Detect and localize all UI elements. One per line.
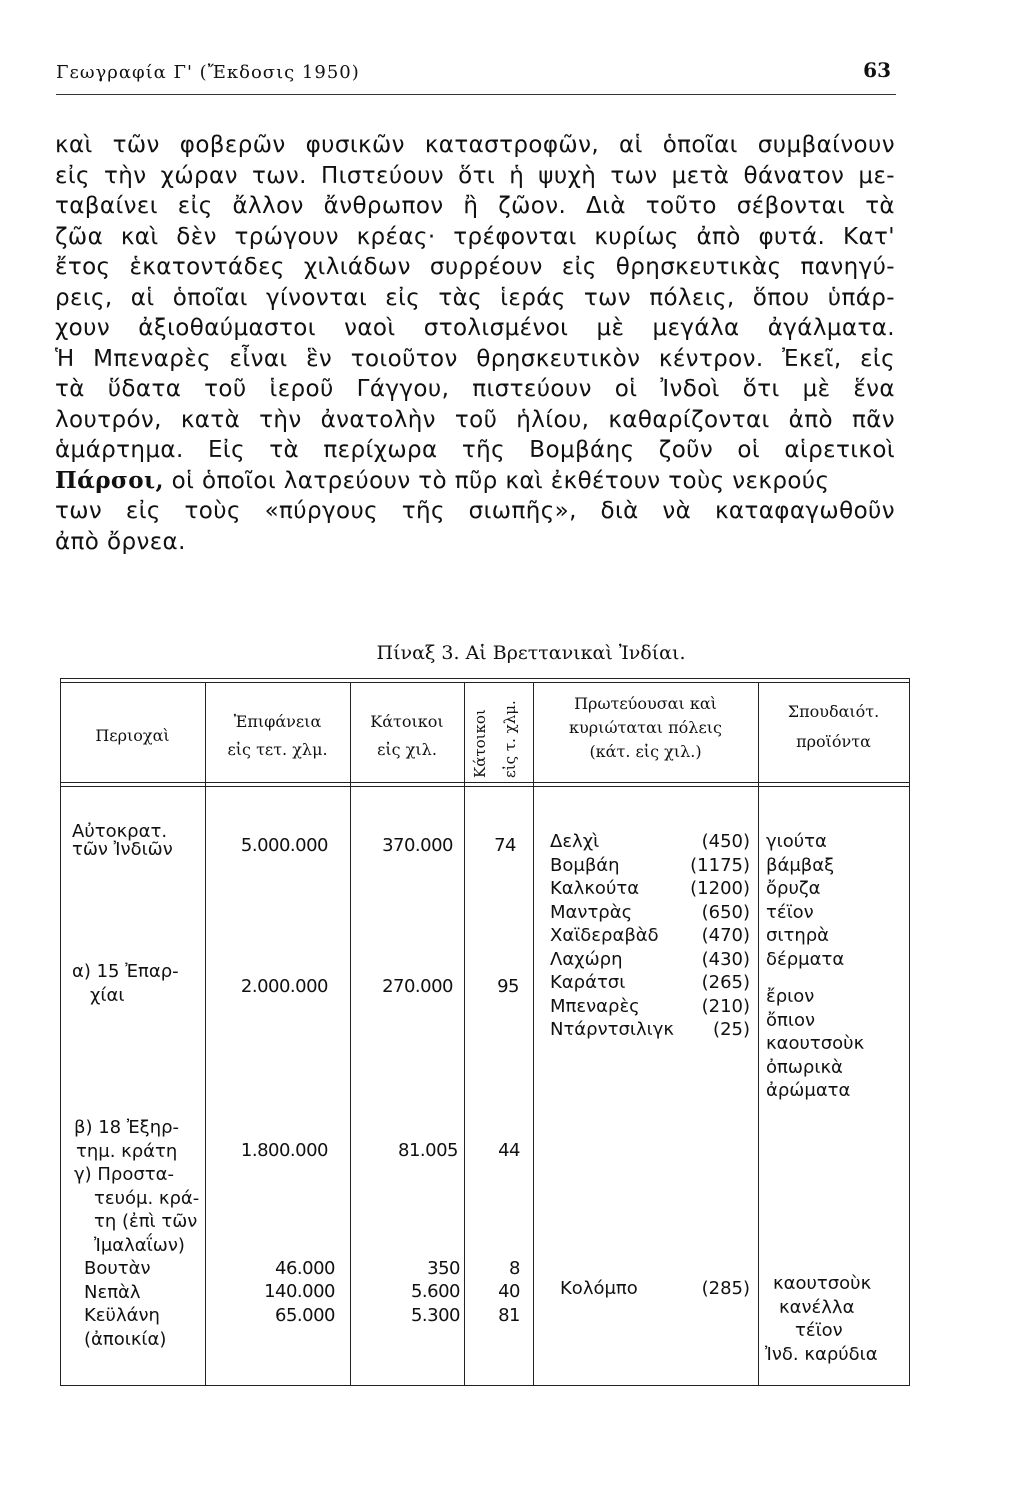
city-population: (430)	[701, 948, 750, 970]
population-value: 350	[427, 1258, 460, 1279]
text-line: καὶ τῶν φοβερῶν φυσικῶν καταστροφῶν, αἱ ὁποῖαι συμβαίνουν	[55, 132, 895, 158]
region-dependent-states	[74, 1116, 199, 1351]
text-line: εἰς τὴν χώραν των. Πιστεύουν ὅτι ἡ ψυχὴ των μετὰ θάνατον με-	[55, 162, 895, 189]
city-population: (210)	[701, 995, 750, 1017]
region-bhutan: Βουτὰν	[84, 1258, 151, 1279]
area-value: 2.000.000	[240, 976, 328, 997]
product-item: σιτηρὰ	[766, 925, 830, 946]
region-ceylon-note: (ἀποικία)	[84, 1328, 167, 1350]
products-india	[766, 830, 864, 1103]
text-line: ταβαίνει εἰς ἄλλον ἄνθρωπον ἢ ζῶον. Διὰ τοῦτο σέβονται τὰ	[55, 193, 895, 219]
city-name: Καράτσι	[550, 972, 626, 993]
page-number: 63	[863, 58, 891, 82]
header-cities-line1: Πρωτεύουσαι καὶ	[574, 694, 717, 713]
cities-list	[550, 830, 750, 1042]
region-provinces	[72, 960, 179, 1007]
text-line: ρεις, αἱ ὁποῖαι γίνονται εἰς τὰς ἱεράς των πόλεις, ὅπου ὑπάρ-	[55, 284, 895, 311]
table-top-rule-inner	[60, 682, 910, 683]
header-pop-line2: εἰς χιλ.	[377, 740, 437, 759]
city-row	[550, 901, 750, 925]
city-population: (450)	[701, 831, 750, 852]
product-item: δέρματα	[766, 948, 845, 970]
city-row	[550, 948, 750, 972]
region-line: τευόμ. κρά-	[94, 1187, 200, 1209]
density-value: 44	[498, 1140, 520, 1161]
density-value: 74	[494, 835, 516, 856]
header-products-line1: Σπουδαιότ.	[787, 702, 880, 721]
city-population: (285)	[701, 1278, 750, 1299]
area-value: 1.800.000	[240, 1140, 328, 1161]
city-row	[550, 995, 750, 1019]
region-line: χίαι	[90, 984, 125, 1006]
running-title: Γεωγραφία Γ' (Ἔκδοσις 1950)	[56, 62, 360, 83]
area-value: 5.000.000	[240, 835, 328, 856]
population-value: 270.000	[382, 976, 453, 997]
text-line: χουν ἀξιοθαύμαστοι ναοὶ στολισμένοι μὲ μεγάλα ἀγάλματα.	[55, 315, 895, 341]
city-row	[550, 854, 750, 878]
city-name: Χαϊδεραβὰδ	[550, 925, 659, 946]
product-item: ὀπωρικὰ	[766, 1056, 843, 1078]
text-line: ἔτος ἑκατοντάδες χιλιάδων συρρέουν εἰς θρησκευτικὰς πανηγύ-	[55, 254, 895, 280]
density-value: 95	[497, 976, 519, 997]
region-line: α) 15 Ἐπαρ-	[72, 961, 179, 982]
city-population: (650)	[701, 901, 750, 923]
text-line	[55, 466, 895, 497]
product-item: ὄρυζα	[766, 878, 821, 899]
region-line: τη (ἐπὶ τῶν	[94, 1211, 198, 1232]
region-line: β) 18 Ἐξηρ-	[74, 1117, 180, 1138]
city-row	[550, 877, 750, 901]
text-line: τὰ ὕδατα τοῦ ἱεροῦ Γάγγου, πιστεύουν οἱ Ἰνδοὶ ὅτι μὲ ἕνα	[55, 376, 895, 402]
text-line: λουτρόν, κατὰ τὴν ἀνατολὴν τοῦ ἡλίου, καθαρίζονται ἀπὸ πᾶν	[55, 406, 895, 433]
product-item: ὄπιον	[766, 1009, 816, 1031]
col-rule	[758, 682, 759, 1386]
header-rule	[56, 94, 896, 95]
region-line: Ἰμαλαΐων)	[94, 1234, 185, 1256]
city-name: Μπεναρὲς	[550, 995, 640, 1017]
table-caption: Πίναξ 3. Αἱ Βρεττανικαὶ Ἰνδίαι.	[376, 642, 686, 664]
city-name: Καλκούτα	[550, 878, 640, 899]
product-item: τέϊον	[766, 901, 814, 923]
city-row	[560, 1277, 750, 1301]
header-area-line2: εἰς τετ. χλμ.	[227, 740, 328, 759]
text-line: των εἰς τοὺς «πύργους τῆς σιωπῆς», διὰ νὰ καταφαγωθοῦν	[55, 498, 895, 524]
density-value: 81	[498, 1305, 520, 1326]
product-item: ἀρώματα	[766, 1080, 851, 1101]
city-population: (1200)	[690, 878, 750, 899]
product-item: τέϊον	[795, 1320, 843, 1341]
col-rule	[533, 682, 534, 1386]
area-value: 65.000	[275, 1305, 335, 1326]
data-table	[60, 678, 910, 1386]
city-population: (470)	[701, 925, 750, 946]
population-value: 81.005	[398, 1140, 458, 1161]
city-row	[550, 830, 750, 854]
region-nepal: Νεπὰλ	[84, 1281, 141, 1303]
header-products	[758, 700, 909, 754]
product-item: βάμβαξ	[766, 854, 835, 876]
body-paragraph	[55, 130, 895, 557]
city-name: Κολόμπο	[560, 1278, 638, 1299]
region-line: τημ. κράτη	[76, 1140, 178, 1162]
density-value: 40	[498, 1281, 520, 1302]
area-value: 46.000	[275, 1258, 335, 1279]
city-row	[550, 971, 750, 995]
population-value: 5.600	[410, 1281, 460, 1302]
header-cities	[533, 692, 758, 764]
density-value: 8	[509, 1258, 520, 1279]
city-name: Ντάρντσιλιγκ	[550, 1019, 674, 1040]
region-line: Αὐτοκρατ.	[72, 821, 168, 842]
colombo-entry	[560, 1277, 750, 1301]
text-line: ζῶα καὶ δὲν τρώγουν κρέας· τρέφονται κυρίως ἀπὸ φυτά. Κατ'	[55, 223, 895, 250]
header-cities-line3: (κάτ. εἰς χιλ.)	[589, 742, 702, 761]
products-ceylon	[765, 1272, 878, 1366]
product-item: γιούτα	[766, 831, 827, 852]
header-bottom-rule-inner	[60, 786, 910, 787]
table-top-rule	[60, 678, 910, 679]
col-rule	[60, 678, 61, 1386]
population-value: 370.000	[382, 835, 453, 856]
col-rule	[909, 678, 910, 1386]
text-line: Ἡ Μπεναρὲς εἶναι ἓν τοιοῦτον θρησκευτικὸν κέντρον. Ἐκεῖ, εἰς	[55, 345, 895, 372]
city-name: Δελχὶ	[550, 831, 600, 852]
product-item: καουτσοὺκ	[773, 1273, 872, 1294]
bold-term: Πάρσοι,	[55, 466, 164, 494]
city-row	[550, 1018, 750, 1042]
region-line: γ) Προστα-	[74, 1164, 174, 1185]
product-item: κανέλλα	[779, 1296, 855, 1318]
table-bottom-rule	[60, 1385, 910, 1386]
text-line: ἁμάρτημα. Εἰς τὰ περίχωρα τῆς Βομβάης ζοῦν οἱ αἱρετικοὶ	[55, 437, 895, 463]
header-bottom-rule	[60, 782, 910, 783]
population-value: 5.300	[410, 1305, 460, 1326]
text-line: ἀπὸ ὄρνεα.	[55, 528, 186, 555]
region-line: τῶν Ἰνδιῶν	[72, 838, 173, 860]
header-area-line1: Ἐπιφάνεια	[233, 712, 322, 731]
header-cities-line2: κυριώταται πόλεις	[569, 718, 722, 737]
city-population: (1175)	[690, 854, 750, 876]
city-population: (25)	[713, 1019, 750, 1040]
city-name: Λαχώρη	[550, 948, 623, 970]
header-density-line2: εἰς τ. χλμ.	[501, 700, 519, 778]
city-name: Βομβάη	[550, 854, 620, 876]
product-item: καουτσοὺκ	[766, 1033, 865, 1054]
text-fragment: οἱ ὁποῖοι λατρεύουν τὸ πῦρ καὶ ἐκθέτουν τοὺς νεκρούς	[171, 467, 830, 494]
header-pop-line1: Κάτοικοι	[370, 712, 444, 731]
header-population	[350, 710, 464, 762]
city-population: (265)	[701, 972, 750, 993]
area-value: 140.000	[264, 1281, 335, 1302]
header-area	[205, 710, 350, 762]
city-row	[550, 924, 750, 948]
region-ceylon: Κεϋλάνη	[84, 1305, 160, 1326]
header-region: Περιοχαὶ	[95, 726, 170, 745]
product-item: Ἰνδ. καρύδια	[765, 1343, 878, 1365]
region-india	[72, 820, 173, 861]
product-item: ἔριον	[766, 986, 815, 1007]
header-density-line1: Κάτοικοι	[471, 709, 489, 778]
header-products-line2: προϊόντα	[796, 732, 871, 751]
city-name: Μαντρὰς	[550, 901, 633, 923]
